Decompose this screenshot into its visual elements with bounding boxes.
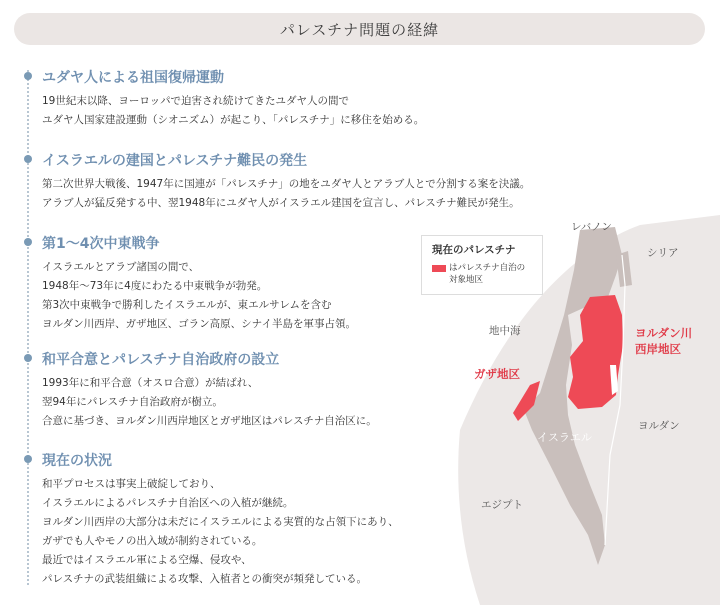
body-line: 1948年～73年に4度にわたる中東戦争が勃発。 bbox=[42, 280, 268, 292]
body-line: 合意に基づき、ヨルダン川西岸地区とガザ地区はパレスチナ自治区に。 bbox=[42, 415, 377, 427]
timeline-dot bbox=[24, 455, 32, 463]
body-line: パレスチナの武装組織による攻撃、入植者との衝突が頻発している。 bbox=[42, 573, 367, 585]
body-line: 最近ではイスラエル軍による空爆、侵攻や、 bbox=[42, 554, 252, 566]
label-israel: イスラエル bbox=[537, 431, 592, 444]
label-gaza: ガザ地区 bbox=[474, 367, 520, 381]
section-heading: 和平合意とパレスチナ自治政府の設立 bbox=[42, 352, 280, 368]
map-legend bbox=[421, 235, 543, 295]
label-mediterranean: 地中海 bbox=[489, 325, 521, 337]
section-body bbox=[42, 475, 399, 589]
legend-text-line: 対象地区 bbox=[449, 275, 484, 285]
section-body bbox=[42, 92, 424, 130]
label-egypt: エジプト bbox=[481, 499, 523, 511]
body-line: ヨルダン川西岸の大部分は未だにイスラエルによる実質的な占領下にあり、 bbox=[42, 516, 399, 528]
legend-text-line: はパレスチナ自治の bbox=[449, 263, 526, 273]
section-body bbox=[42, 374, 377, 431]
timeline-dot bbox=[24, 238, 32, 246]
section-body bbox=[42, 175, 530, 213]
section-heading: ユダヤ人による祖国復帰運動 bbox=[42, 70, 224, 86]
body-line: イスラエルとアラブ諸国の間で、 bbox=[42, 261, 200, 273]
label-lebanon: レバノン bbox=[571, 221, 612, 233]
page-title-bar bbox=[14, 13, 705, 45]
section-body bbox=[42, 258, 356, 334]
page-title: パレスチナ問題の経緯 bbox=[279, 20, 440, 39]
section-heading: イスラエルの建国とパレスチナ難民の発生 bbox=[42, 153, 308, 169]
body-line: イスラエルによるパレスチナ自治区への入植が継続。 bbox=[42, 497, 294, 509]
label-west-bank bbox=[635, 325, 692, 357]
legend-row bbox=[432, 262, 532, 286]
body-line: 1993年に和平合意（オスロ合意）が結ばれ、 bbox=[42, 377, 259, 389]
legend-swatch bbox=[432, 265, 446, 272]
legend-title: 現在のパレスチナ bbox=[432, 244, 516, 256]
body-line: 第二次世界大戦後、1947年に国連が「パレスチナ」の地をユダヤ人とアラブ人とで分割する案を決議。 bbox=[42, 178, 531, 190]
legend-text bbox=[449, 262, 525, 286]
body-line: ヨルダン川西岸、ガザ地区、ゴラン高原、シナイ半島を軍事占領。 bbox=[42, 318, 356, 330]
body-line: 19世紀末以降、ヨーロッパで迫害され続けてきたユダヤ人の間で bbox=[42, 95, 349, 107]
timeline-dot bbox=[24, 354, 32, 362]
body-line: アラブ人が猛反発する中、翌1948年にユダヤ人がイスラエル建国を宣言し、パレスチナ難民が発生。 bbox=[42, 197, 520, 209]
timeline-dot bbox=[24, 155, 32, 163]
label-west-bank-line: ヨルダン川 bbox=[635, 326, 693, 340]
body-line: ガザでも人やモノの出入域が制約されている。 bbox=[42, 535, 263, 547]
label-syria: シリア bbox=[647, 247, 679, 259]
timeline-line bbox=[27, 70, 29, 585]
body-line: 翌94年にパレスチナ自治政府が樹立。 bbox=[42, 396, 223, 408]
section-heading: 現在の状況 bbox=[42, 453, 112, 469]
label-west-bank-line: 西岸地区 bbox=[635, 342, 681, 356]
body-line: ユダヤ人国家建設運動（シオニズム）が起こり、「パレスチナ」に移住を始める。 bbox=[42, 114, 425, 126]
section-heading: 第1～4次中東戦争 bbox=[42, 236, 160, 252]
timeline-dot bbox=[24, 72, 32, 80]
body-line: 第3次中東戦争で勝利したイスラエルが、東エルサレムを含む bbox=[42, 299, 332, 311]
body-line: 和平プロセスは事実上破綻しており、 bbox=[42, 478, 221, 490]
label-jordan: ヨルダン bbox=[638, 420, 680, 432]
